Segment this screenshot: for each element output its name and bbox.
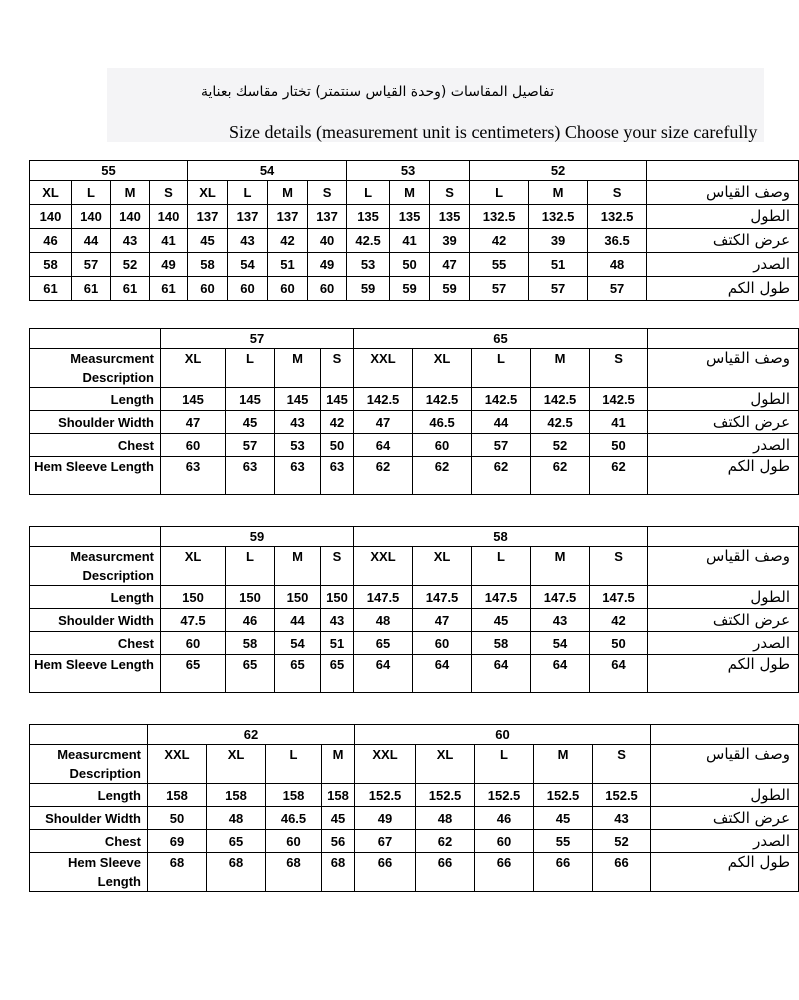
measurement-description-ar: وصف القياس <box>651 745 799 784</box>
value-cell: 52 <box>531 434 590 457</box>
size-header: L <box>475 745 534 784</box>
value-cell: 64 <box>354 434 413 457</box>
size-group-header: 54 <box>188 161 347 181</box>
value-cell: 60 <box>475 830 534 853</box>
size-header: L <box>226 547 275 586</box>
value-cell: 64 <box>531 655 590 693</box>
row-label-en: Hem Sleeve Length <box>30 853 148 892</box>
size-group-header: 58 <box>354 527 648 547</box>
value-cell: 45 <box>472 609 531 632</box>
size-group-header: 52 <box>470 161 647 181</box>
row-label-en: Shoulder Width <box>30 609 161 632</box>
value-cell: 132.5 <box>529 205 588 229</box>
value-cell: 152.5 <box>355 784 416 807</box>
size-header: XL <box>30 181 72 205</box>
value-cell: 50 <box>148 807 207 830</box>
value-cell: 50 <box>390 253 430 277</box>
value-cell: 50 <box>590 632 648 655</box>
value-cell: 66 <box>416 853 475 892</box>
value-cell: 48 <box>207 807 266 830</box>
size-header: L <box>472 547 531 586</box>
row-label-ar: طول الكم <box>648 655 799 693</box>
value-cell: 58 <box>188 253 228 277</box>
size-group-header: 62 <box>148 725 355 745</box>
value-cell: 142.5 <box>354 388 413 411</box>
value-cell: 58 <box>30 253 72 277</box>
value-cell: 46 <box>475 807 534 830</box>
value-cell: 60 <box>268 277 308 301</box>
value-cell: 58 <box>226 632 275 655</box>
value-cell: 57 <box>529 277 588 301</box>
value-cell: 51 <box>529 253 588 277</box>
empty-cell <box>30 725 148 745</box>
value-cell: 41 <box>150 229 188 253</box>
value-cell: 142.5 <box>590 388 648 411</box>
measurement-description-en: Measurcment Description <box>30 349 161 388</box>
row-label-en: Chest <box>30 434 161 457</box>
value-cell: 42.5 <box>531 411 590 434</box>
value-cell: 150 <box>275 586 321 609</box>
value-cell: 147.5 <box>472 586 531 609</box>
value-cell: 132.5 <box>588 205 647 229</box>
value-cell: 48 <box>354 609 413 632</box>
measurement-description-ar: وصف القياس <box>648 547 799 586</box>
value-cell: 43 <box>275 411 321 434</box>
value-cell: 55 <box>534 830 593 853</box>
empty-cell <box>647 161 799 181</box>
value-cell: 49 <box>150 253 188 277</box>
value-cell: 59 <box>347 277 390 301</box>
size-header: L <box>472 349 531 388</box>
value-cell: 145 <box>226 388 275 411</box>
size-header: S <box>321 547 354 586</box>
size-header: S <box>430 181 470 205</box>
value-cell: 48 <box>416 807 475 830</box>
value-cell: 63 <box>275 457 321 495</box>
size-header: XL <box>416 745 475 784</box>
row-label-en: Hem Sleeve Length <box>30 655 161 693</box>
value-cell: 60 <box>308 277 347 301</box>
value-cell: 140 <box>30 205 72 229</box>
value-cell: 145 <box>275 388 321 411</box>
size-table-1 <box>29 160 799 301</box>
row-label-ar: الطول <box>651 784 799 807</box>
empty-cell <box>30 329 161 349</box>
value-cell: 140 <box>72 205 111 229</box>
value-cell: 60 <box>266 830 322 853</box>
value-cell: 44 <box>472 411 531 434</box>
value-cell: 57 <box>470 277 529 301</box>
value-cell: 65 <box>207 830 266 853</box>
value-cell: 43 <box>531 609 590 632</box>
value-cell: 47 <box>161 411 226 434</box>
value-cell: 42 <box>590 609 648 632</box>
value-cell: 64 <box>472 655 531 693</box>
value-cell: 142.5 <box>413 388 472 411</box>
size-header: L <box>228 181 268 205</box>
size-header: S <box>308 181 347 205</box>
empty-cell <box>651 725 799 745</box>
value-cell: 46 <box>226 609 275 632</box>
value-cell: 158 <box>148 784 207 807</box>
value-cell: 66 <box>534 853 593 892</box>
value-cell: 60 <box>188 277 228 301</box>
value-cell: 158 <box>322 784 355 807</box>
value-cell: 45 <box>534 807 593 830</box>
value-cell: 61 <box>30 277 72 301</box>
value-cell: 66 <box>593 853 651 892</box>
measurement-description-ar: وصف القياس <box>648 349 799 388</box>
value-cell: 36.5 <box>588 229 647 253</box>
size-group-header: 57 <box>161 329 354 349</box>
value-cell: 40 <box>308 229 347 253</box>
value-cell: 147.5 <box>413 586 472 609</box>
size-header: M <box>322 745 355 784</box>
value-cell: 46 <box>30 229 72 253</box>
row-label-ar: الطول <box>647 205 799 229</box>
value-cell: 64 <box>413 655 472 693</box>
size-group-header: 65 <box>354 329 648 349</box>
size-header: M <box>275 349 321 388</box>
row-label-ar: طول الكم <box>651 853 799 892</box>
value-cell: 137 <box>268 205 308 229</box>
value-cell: 46.5 <box>266 807 322 830</box>
value-cell: 43 <box>228 229 268 253</box>
size-header: M <box>531 547 590 586</box>
size-header: M <box>275 547 321 586</box>
value-cell: 65 <box>354 632 413 655</box>
size-header: S <box>590 349 648 388</box>
value-cell: 137 <box>308 205 347 229</box>
size-header: XL <box>413 547 472 586</box>
row-label-en: Chest <box>30 830 148 853</box>
value-cell: 59 <box>390 277 430 301</box>
row-label-en: Shoulder Width <box>30 807 148 830</box>
size-header: L <box>72 181 111 205</box>
value-cell: 64 <box>354 655 413 693</box>
value-cell: 135 <box>347 205 390 229</box>
value-cell: 60 <box>161 434 226 457</box>
size-group-header: 59 <box>161 527 354 547</box>
row-label-en: Shoulder Width <box>30 411 161 434</box>
row-label-ar: عرض الكتف <box>651 807 799 830</box>
value-cell: 51 <box>321 632 354 655</box>
value-cell: 60 <box>413 434 472 457</box>
value-cell: 137 <box>228 205 268 229</box>
measurement-description-ar: وصف القياس <box>647 181 799 205</box>
value-cell: 50 <box>590 434 648 457</box>
size-header: L <box>470 181 529 205</box>
value-cell: 56 <box>322 830 355 853</box>
size-header: L <box>226 349 275 388</box>
value-cell: 63 <box>321 457 354 495</box>
size-header: XXL <box>355 745 416 784</box>
value-cell: 41 <box>590 411 648 434</box>
value-cell: 62 <box>531 457 590 495</box>
value-cell: 140 <box>111 205 150 229</box>
size-header: M <box>529 181 588 205</box>
value-cell: 53 <box>347 253 390 277</box>
value-cell: 132.5 <box>470 205 529 229</box>
value-cell: 65 <box>321 655 354 693</box>
value-cell: 150 <box>321 586 354 609</box>
row-label-ar: عرض الكتف <box>648 411 799 434</box>
title-arabic: تفاصيل المقاسات (وحدة القياس سنتمتر) تختار مقاسك بعناية <box>200 84 554 100</box>
value-cell: 142.5 <box>472 388 531 411</box>
value-cell: 47.5 <box>161 609 226 632</box>
value-cell: 62 <box>472 457 531 495</box>
row-label-ar: الطول <box>648 586 799 609</box>
value-cell: 42 <box>268 229 308 253</box>
value-cell: 62 <box>354 457 413 495</box>
value-cell: 64 <box>590 655 648 693</box>
value-cell: 59 <box>430 277 470 301</box>
row-label-ar: الطول <box>648 388 799 411</box>
size-header: XXL <box>354 547 413 586</box>
value-cell: 47 <box>430 253 470 277</box>
size-header: XL <box>413 349 472 388</box>
value-cell: 145 <box>161 388 226 411</box>
size-group-header: 55 <box>30 161 188 181</box>
value-cell: 50 <box>321 434 354 457</box>
value-cell: 45 <box>322 807 355 830</box>
value-cell: 145 <box>321 388 354 411</box>
value-cell: 54 <box>228 253 268 277</box>
value-cell: 63 <box>161 457 226 495</box>
value-cell: 142.5 <box>531 388 590 411</box>
value-cell: 53 <box>275 434 321 457</box>
value-cell: 152.5 <box>416 784 475 807</box>
value-cell: 60 <box>228 277 268 301</box>
size-group-header: 60 <box>355 725 651 745</box>
value-cell: 152.5 <box>475 784 534 807</box>
value-cell: 44 <box>72 229 111 253</box>
value-cell: 45 <box>226 411 275 434</box>
row-label-ar: الصدر <box>647 253 799 277</box>
value-cell: 57 <box>72 253 111 277</box>
value-cell: 67 <box>355 830 416 853</box>
size-table-3 <box>29 526 799 693</box>
row-label-ar: عرض الكتف <box>648 609 799 632</box>
size-header: XL <box>188 181 228 205</box>
measurement-description-en: Measurcment Description <box>30 745 148 784</box>
value-cell: 68 <box>266 853 322 892</box>
title-english: Size details (measurement unit is centimeters) Choose your size carefully <box>229 122 758 142</box>
size-header: L <box>347 181 390 205</box>
size-header: M <box>531 349 590 388</box>
value-cell: 39 <box>430 229 470 253</box>
value-cell: 68 <box>207 853 266 892</box>
value-cell: 54 <box>275 632 321 655</box>
value-cell: 147.5 <box>531 586 590 609</box>
value-cell: 43 <box>321 609 354 632</box>
value-cell: 41 <box>390 229 430 253</box>
size-header: XL <box>161 547 226 586</box>
row-label-ar: عرض الكتف <box>647 229 799 253</box>
value-cell: 60 <box>161 632 226 655</box>
value-cell: 46.5 <box>413 411 472 434</box>
value-cell: 60 <box>413 632 472 655</box>
value-cell: 52 <box>111 253 150 277</box>
value-cell: 47 <box>413 609 472 632</box>
value-cell: 152.5 <box>593 784 651 807</box>
row-label-en: Length <box>30 586 161 609</box>
value-cell: 65 <box>275 655 321 693</box>
row-label-en: Chest <box>30 632 161 655</box>
size-header: XXL <box>148 745 207 784</box>
value-cell: 152.5 <box>534 784 593 807</box>
row-label-en: Hem Sleeve Length <box>30 457 161 495</box>
value-cell: 62 <box>416 830 475 853</box>
value-cell: 43 <box>593 807 651 830</box>
value-cell: 137 <box>188 205 228 229</box>
value-cell: 63 <box>226 457 275 495</box>
size-table-2 <box>29 328 799 495</box>
value-cell: 61 <box>111 277 150 301</box>
value-cell: 47 <box>354 411 413 434</box>
row-label-en: Length <box>30 784 148 807</box>
size-header: M <box>534 745 593 784</box>
value-cell: 44 <box>275 609 321 632</box>
value-cell: 135 <box>390 205 430 229</box>
row-label-en: Length <box>30 388 161 411</box>
value-cell: 57 <box>588 277 647 301</box>
value-cell: 61 <box>150 277 188 301</box>
value-cell: 66 <box>355 853 416 892</box>
size-header: M <box>111 181 150 205</box>
row-label-ar: طول الكم <box>648 457 799 495</box>
value-cell: 150 <box>161 586 226 609</box>
value-cell: 135 <box>430 205 470 229</box>
empty-cell <box>648 527 799 547</box>
value-cell: 52 <box>593 830 651 853</box>
value-cell: 65 <box>161 655 226 693</box>
value-cell: 150 <box>226 586 275 609</box>
value-cell: 39 <box>529 229 588 253</box>
value-cell: 62 <box>413 457 472 495</box>
value-cell: 48 <box>588 253 647 277</box>
value-cell: 68 <box>322 853 355 892</box>
value-cell: 42 <box>321 411 354 434</box>
value-cell: 57 <box>226 434 275 457</box>
size-header: L <box>266 745 322 784</box>
value-cell: 43 <box>111 229 150 253</box>
value-cell: 61 <box>72 277 111 301</box>
value-cell: 62 <box>590 457 648 495</box>
size-header: S <box>593 745 651 784</box>
row-label-ar: الصدر <box>648 434 799 457</box>
size-table-4 <box>29 724 799 892</box>
value-cell: 42.5 <box>347 229 390 253</box>
value-cell: 158 <box>207 784 266 807</box>
size-header: S <box>150 181 188 205</box>
row-label-ar: الصدر <box>651 830 799 853</box>
size-header: S <box>321 349 354 388</box>
value-cell: 57 <box>472 434 531 457</box>
row-label-ar: الصدر <box>648 632 799 655</box>
row-label-ar: طول الكم <box>647 277 799 301</box>
size-header: XL <box>207 745 266 784</box>
size-header: XXL <box>354 349 413 388</box>
value-cell: 51 <box>268 253 308 277</box>
empty-cell <box>648 329 799 349</box>
value-cell: 147.5 <box>590 586 648 609</box>
value-cell: 68 <box>148 853 207 892</box>
value-cell: 54 <box>531 632 590 655</box>
size-group-header: 53 <box>347 161 470 181</box>
value-cell: 49 <box>308 253 347 277</box>
value-cell: 158 <box>266 784 322 807</box>
empty-cell <box>30 527 161 547</box>
measurement-description-en: Measurcment Description <box>30 547 161 586</box>
value-cell: 66 <box>475 853 534 892</box>
value-cell: 55 <box>470 253 529 277</box>
size-header: S <box>590 547 648 586</box>
value-cell: 58 <box>472 632 531 655</box>
value-cell: 147.5 <box>354 586 413 609</box>
size-header: M <box>390 181 430 205</box>
value-cell: 65 <box>226 655 275 693</box>
size-header: M <box>268 181 308 205</box>
value-cell: 42 <box>470 229 529 253</box>
value-cell: 140 <box>150 205 188 229</box>
size-header: S <box>588 181 647 205</box>
value-cell: 45 <box>188 229 228 253</box>
value-cell: 49 <box>355 807 416 830</box>
size-header: XL <box>161 349 226 388</box>
value-cell: 69 <box>148 830 207 853</box>
